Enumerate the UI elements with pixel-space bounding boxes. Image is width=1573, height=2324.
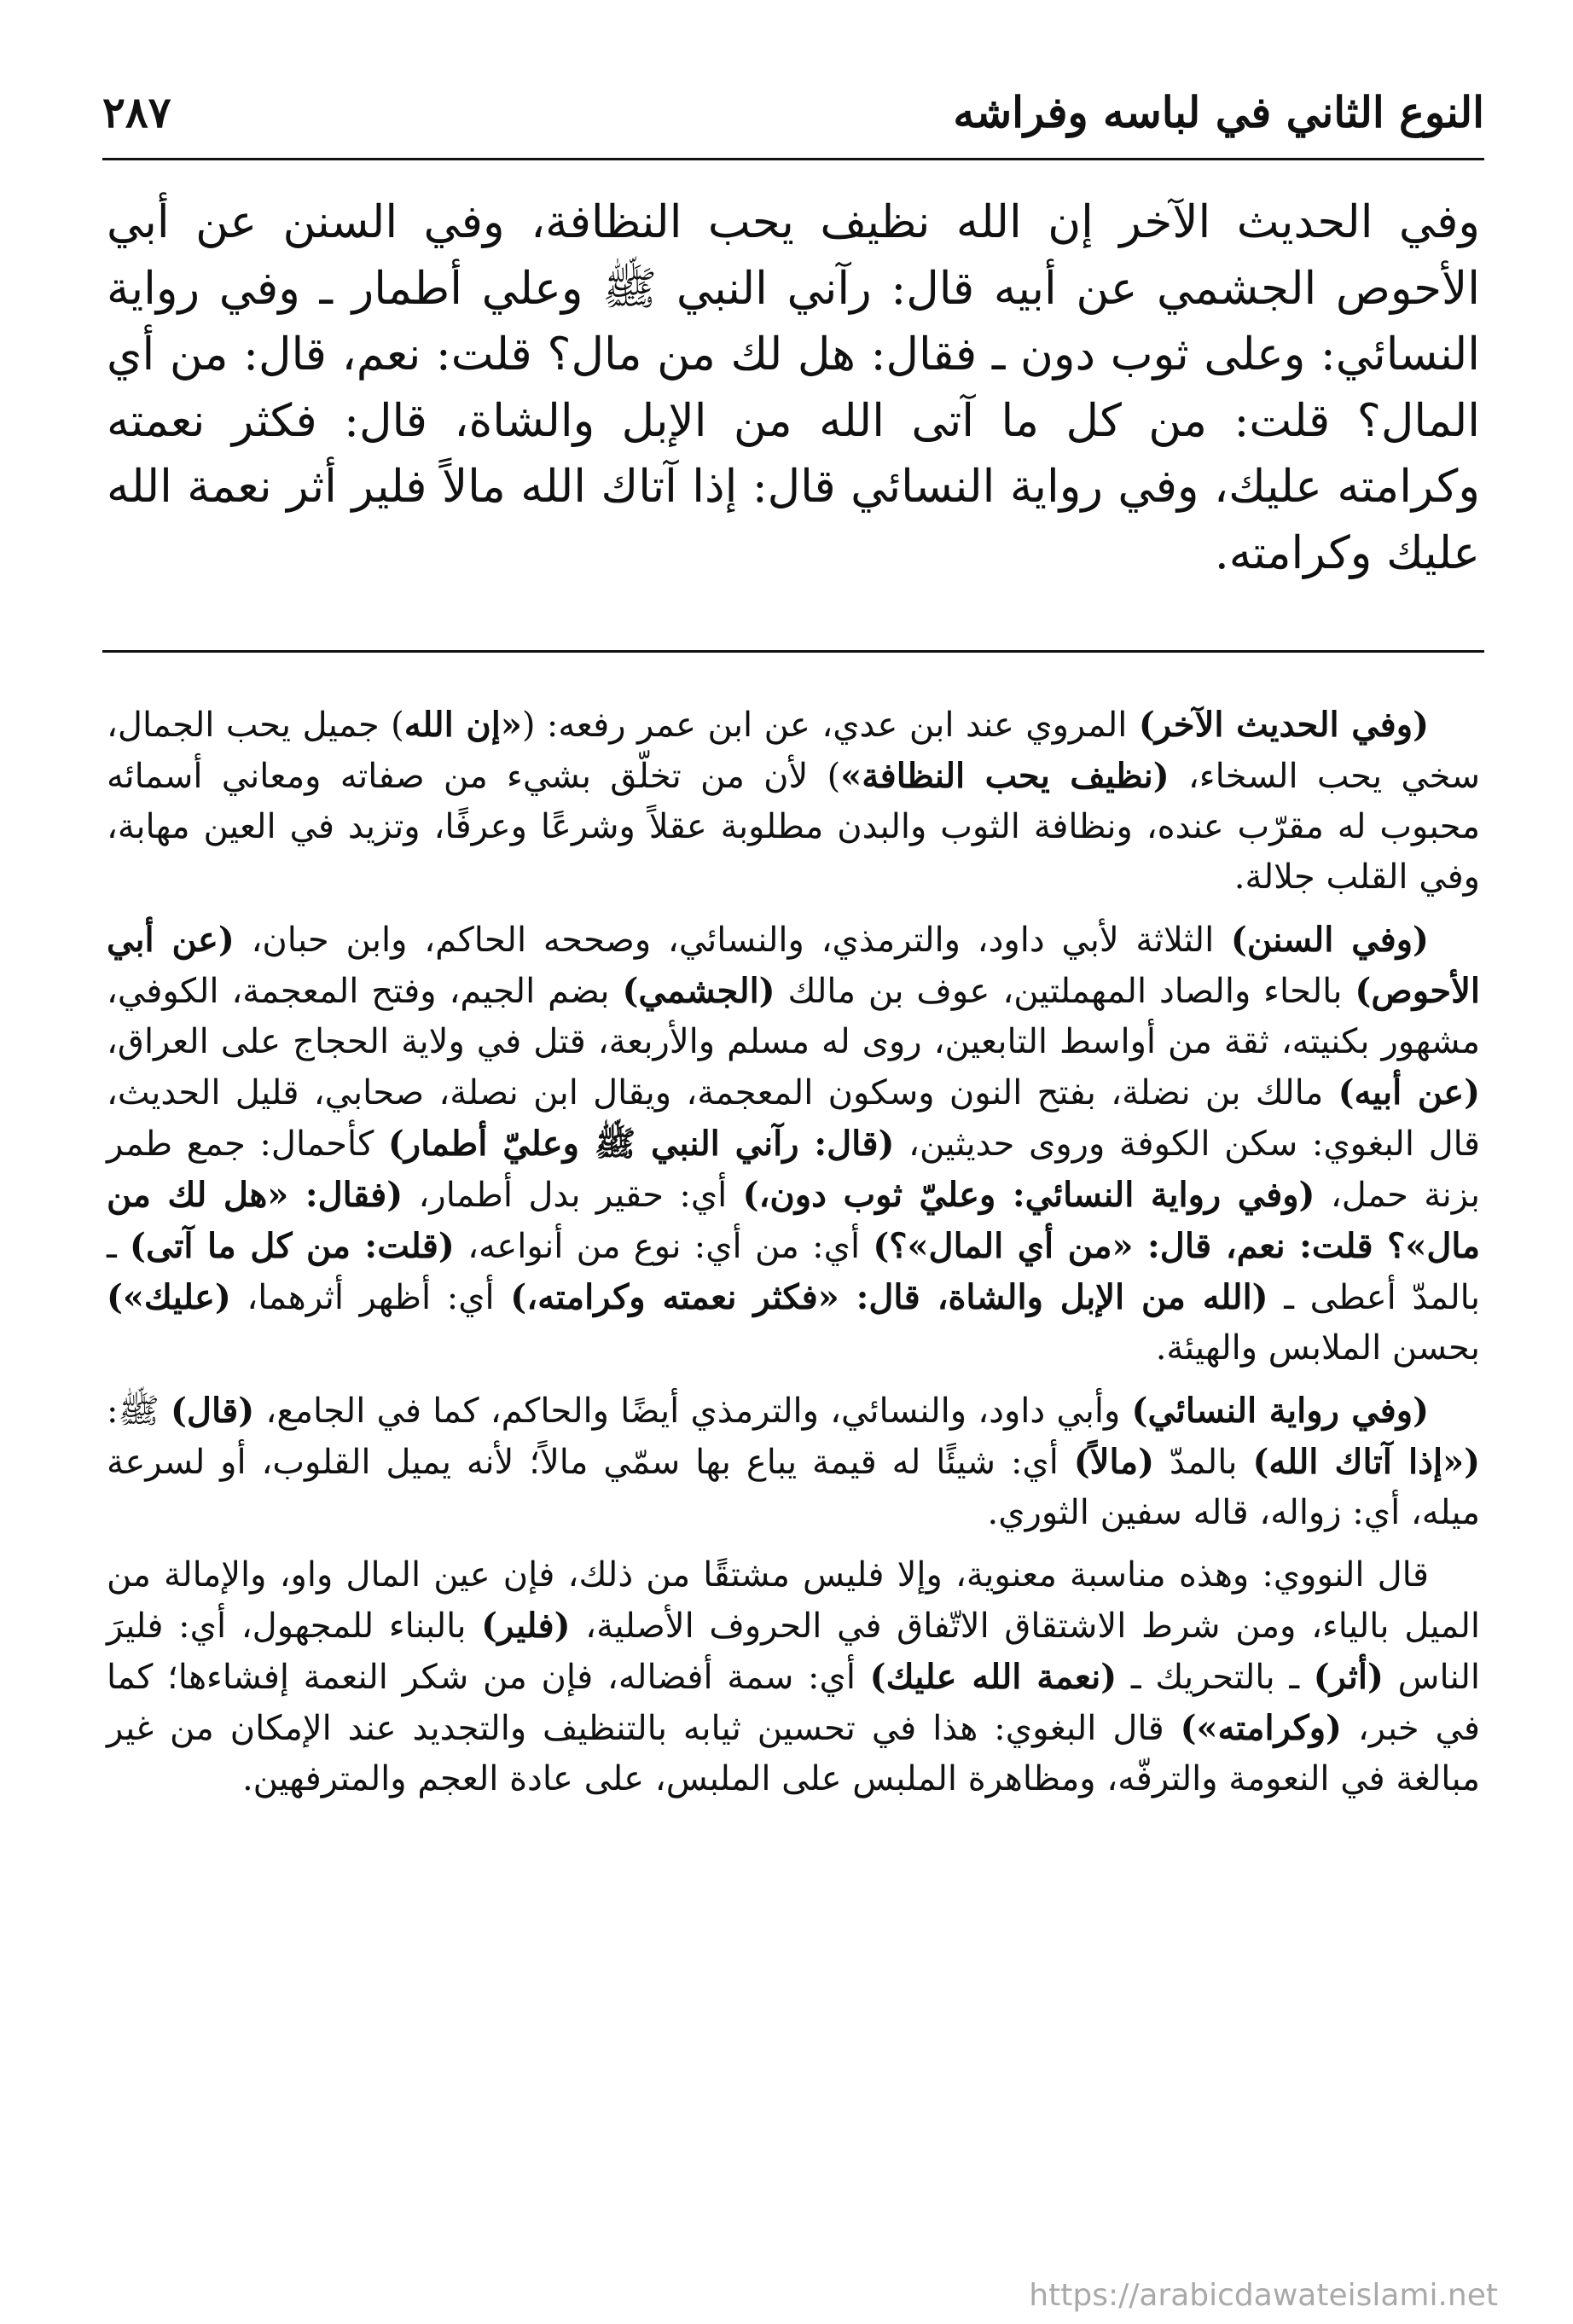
page-header	[102, 78, 1484, 155]
commentary-text: ـ بالتحريك ـ	[1117, 1658, 1314, 1697]
quoted-phrase: («إذا آتاك الله)	[1252, 1442, 1480, 1482]
commentary-text: أي: شيئًا له قيمة يباع بها سمّي مالاً؛ لأنه يميل القلوب، أو لسرعة ميله، أي: زواله، قاله سفين الثوري.	[107, 1443, 1480, 1532]
watermark-url: https://arabicdawateislami.net	[1029, 2278, 1498, 2313]
commentary-text: الثلاثة لأبي داود، والترمذي، والنسائي، وصححه الحاكم، وابن حبان،	[234, 921, 1231, 960]
commentary-text: بالمدّ	[1154, 1443, 1253, 1482]
commentary-text: ) لأن من تخلّق بشيء من صفاته ومعاني أسمائه محبوب له مقرّب عنده، ونظافة الثوب والبدن مطلوبة عقلاً وشرعًا وعرفًا، وتزيد في العين مهابة، وفي القلب جلالة.	[107, 757, 1480, 897]
quoted-phrase: (نظيف يحب النظافة»	[840, 756, 1170, 796]
quoted-phrase: (وفي رواية النسائي)	[1131, 1391, 1430, 1431]
running-title: النوع الثاني في لباسه وفراشه	[953, 87, 1484, 137]
commentary-text: بضم الجيم، وفتح المعجمة، الكوفي، مشهور بكنيته، ثقة من أواسط التابعين، روى له مسلم والأربعة، قتل في ولاية الحجاج على العراق،	[107, 972, 1480, 1061]
quoted-phrase: (أثر)	[1313, 1657, 1384, 1697]
quoted-phrase: «إن الله	[403, 705, 522, 745]
quoted-phrase: (نعمة الله عليك)	[869, 1657, 1117, 1697]
commentary-text: أي: حقير بدل أطمار،	[403, 1176, 743, 1215]
commentary-text: قال النووي: وهذه مناسبة معنوية، وإلا فليس مشتقًا من ذلك، فإن عين المال واو، والإمالة من الميل بالياء، ومن شرط الاشتقاق الاتّفاق في الحروف الأصلية،	[107, 1555, 1481, 1646]
commentary-text: أي: من أي: نوع من أنواعه،	[454, 1227, 874, 1266]
commentary-paragraph	[107, 700, 1480, 903]
commentary-text: بالحاء والصاد المهملتين، عوف بن مالك	[775, 972, 1355, 1011]
commentary-paragraph	[107, 1386, 1480, 1538]
quoted-phrase: (عن أبيه)	[1338, 1072, 1480, 1113]
quoted-phrase: (وكرامته»)	[1180, 1708, 1342, 1748]
page-number: ٢٨٧	[102, 87, 171, 137]
quoted-phrase: (الله من الإبل والشاة، قال: «فكثر نعمته وكرامته،)	[510, 1277, 1268, 1317]
commentary-text: وأبي داود، والنسائي، والترمذي أيضًا والحاكم، كما في الجامع،	[254, 1391, 1132, 1431]
commentary-text: بالبناء للمجهول، أي: فليرَ الناس	[107, 1606, 1481, 1697]
commentary-paragraph	[107, 1550, 1480, 1804]
commentary	[107, 700, 1480, 1816]
commentary-text: ـ بالمدّ أعطى ـ	[107, 1227, 1480, 1317]
commentary-text: بحسن الملابس والهيئة.	[1155, 1328, 1480, 1368]
quoted-phrase: (قلت: من كل ما آتى)	[130, 1226, 455, 1266]
quoted-phrase: (قال: رآني النبي ﷺ وعليّ أطمار)	[387, 1124, 895, 1164]
commentary-paragraph	[107, 915, 1480, 1374]
quoted-phrase: (مالاً)	[1073, 1442, 1155, 1482]
header-divider	[102, 158, 1484, 160]
commentary-text: قال البغوي: هذا في تحسين ثيابه بالتنظيف والتجديد عند الإمكان من غير مبالغة في النعومة والترفّه، ومظاهرة الملبس على الملبس، على عادة العجم والمترفهين.	[107, 1709, 1480, 1798]
main-text: وفي الحديث الآخر إن الله نظيف يحب النظافة، وفي السنن عن أبي الأحوص الجشمي عن أبيه قال: رآني النبي ﷺ وعلي أطمار ـ وفي رواية النسائي: وعلى ثوب دون ـ فقال: هل لك من مال؟ قلت: نعم، قال: من أي المال؟ قلت: من كل ما آتى الله من الإبل والشاة، قال: فكثر نعمته وكرامته عليك، وفي رواية النسائي قال: إذا آتاك الله مالاً فلير أثر نعمة الله عليك وكرامته.	[107, 196, 1480, 579]
quoted-phrase: (عن أبي الأحوص)	[107, 920, 1481, 1011]
quoted-phrase: (وفي رواية النسائي: وعليّ ثوب دون،)	[742, 1175, 1315, 1215]
commentary-divider	[102, 650, 1484, 653]
quoted-phrase: (فقال: «هل لك من مال»؟ قلت: نعم، قال: «من أي المال»؟)	[107, 1175, 1480, 1266]
quoted-phrase: (الجشمي)	[622, 971, 775, 1011]
commentary-text: أي: سمة أفضاله، فإن من شكر النعمة إفشاءها؛ كما في خبر،	[107, 1658, 1481, 1748]
commentary-text: ) جميل يحب الجمال، سخي يحب السخاء،	[107, 706, 1481, 796]
commentary-text: كأحمال: جمع طمر بزنة حمل،	[107, 1124, 1481, 1215]
commentary-text: ﷺ:	[107, 1391, 171, 1431]
commentary-text: أي: أظهر أثرهما،	[230, 1278, 511, 1317]
quoted-phrase: (وفي السنن)	[1230, 920, 1429, 960]
quoted-phrase: (وفي الحديث الآخر)	[1138, 705, 1430, 745]
quoted-phrase: (فلير)	[481, 1606, 571, 1646]
quoted-phrase: (عليك»)	[107, 1277, 231, 1317]
commentary-text: مالك بن نضلة، بفتح النون وسكون المعجمة، ويقال ابن نصلة، صحابي، قليل الحديث، قال البغوي: سكن الكوفة وروى حديثين،	[107, 1073, 1480, 1164]
commentary-text: المروي عند ابن عدي، عن ابن عمر رفعه: (	[521, 706, 1139, 745]
quoted-phrase: (قال)	[171, 1391, 255, 1431]
